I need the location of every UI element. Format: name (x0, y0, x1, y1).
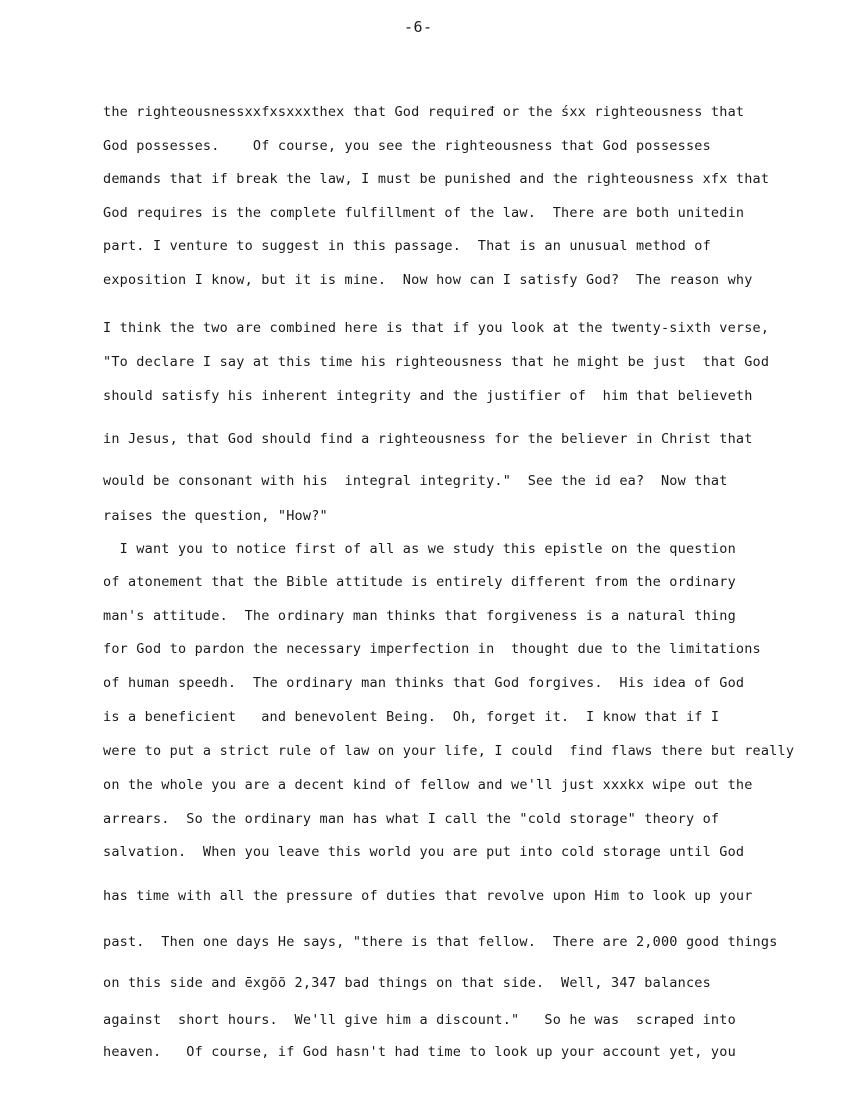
text-line: salvation. When you leave this world you are put into cold storage until God (103, 844, 745, 860)
text-line: against short hours. We'll give him a discount." So he was scraped into (103, 1012, 736, 1028)
text-line: God possesses. Of course, you see the righteousness that God possesses (103, 138, 711, 154)
text-line: of atonement that the Bible attitude is entirely different from the ordinary (103, 574, 736, 590)
text-line: exposition I know, but it is mine. Now how can I satisfy God? The reason why (103, 272, 753, 288)
text-line: in Jesus, that God should find a righteousness for the believer in Christ that (103, 431, 753, 447)
text-line: on this side and ēxgõõ 2,347 bad things on that side. Well, 347 balances (103, 975, 711, 991)
text-line: of human speedh. The ordinary man thinks that God forgives. His idea of God (103, 675, 745, 691)
text-line: "To declare I say at this time his righteousness that he might be just that God (103, 354, 770, 370)
text-line: on the whole you are a decent kind of fellow and we'll just xxxkx wipe out the (103, 777, 753, 793)
page-number: -6- (404, 18, 433, 36)
text-line: would be consonant with his integral integrity." See the id ea? Now that (103, 473, 728, 489)
text-line: raises the question, "How?" (103, 508, 328, 524)
text-line: arrears. So the ordinary man has what I call the "cold storage" theory of (103, 811, 720, 827)
text-line: man's attitude. The ordinary man thinks that forgiveness is a natural thing (103, 608, 736, 624)
text-line: heaven. Of course, if God hasn't had time to look up your account yet, you (103, 1044, 736, 1060)
text-line: the righteousnessxxfxsxxxthex that God requiređ or the śxx righteousness that (103, 104, 745, 120)
text-line: past. Then one days He says, "there is that fellow. There are 2,000 good things (103, 934, 778, 950)
text-line: demands that if break the law, I must be punished and the righteousness xfx that (103, 171, 770, 187)
text-line: God requires is the complete fulfillment of the law. There are both unitedin (103, 205, 745, 221)
text-line: for God to pardon the necessary imperfection in thought due to the limitations (103, 641, 761, 657)
text-line: I want you to notice first of all as we study this epistle on the question (103, 541, 736, 557)
text-line: is a beneficient and benevolent Being. Oh, forget it. I know that if I (103, 709, 720, 725)
text-line: part. I venture to suggest in this passage. That is an unusual method of (103, 238, 711, 254)
text-line: I think the two are combined here is that if you look at the twenty-sixth verse, (103, 320, 770, 336)
text-line: were to put a strict rule of law on your life, I could find flaws there but really (103, 743, 795, 759)
text-line: should satisfy his inherent integrity and the justifier of him that believeth (103, 388, 753, 404)
text-line: has time with all the pressure of duties that revolve upon Him to look up your (103, 888, 753, 904)
